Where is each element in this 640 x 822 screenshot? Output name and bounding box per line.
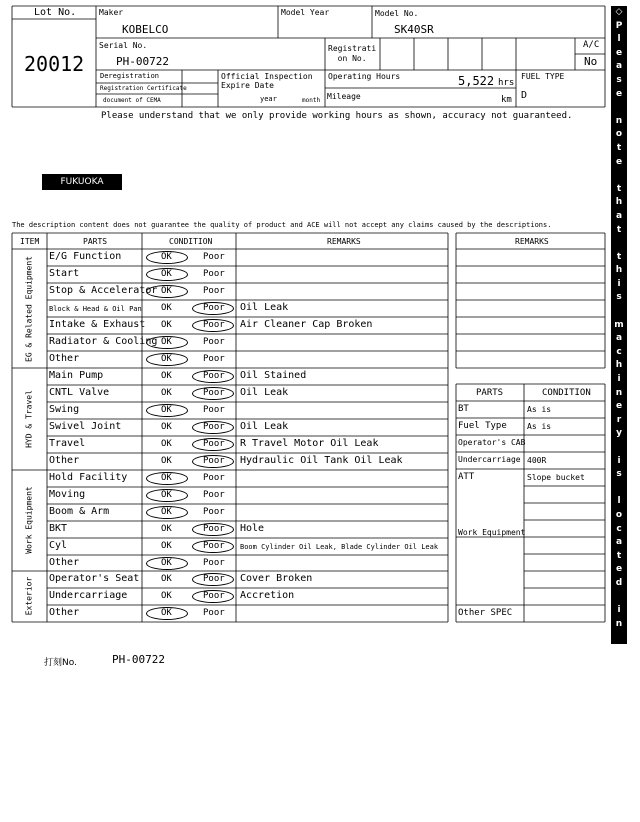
official-inspection-label: Official Inspection (221, 72, 313, 81)
poor-option: Poor (203, 456, 225, 466)
serial-no-label: Serial No. (99, 41, 148, 50)
ac-label: A/C (583, 40, 600, 50)
spec-part: Work Equipment (458, 528, 526, 537)
ok-option: OK (161, 422, 172, 432)
side-char: F (615, 645, 623, 656)
ok-option: OK (161, 405, 172, 415)
part-name: Other (49, 353, 80, 364)
poor-option: Poor (203, 405, 225, 415)
side-char: l (617, 34, 621, 45)
side-char (611, 305, 627, 319)
ok-option: OK (161, 524, 172, 534)
side-char: h (615, 360, 623, 371)
spec-part: Other SPEC (458, 608, 513, 618)
part-name: E/G Function (49, 251, 122, 262)
maker-label: Maker (99, 8, 124, 17)
ok-option: OK (161, 252, 172, 262)
condition-circle (146, 336, 188, 349)
remark: Boom Cylinder Oil Leak, Blade Cylinder Oil Leak (240, 543, 439, 551)
side-char: o (615, 129, 623, 140)
poor-option: Poor (203, 371, 225, 381)
condition-circle (192, 421, 234, 434)
side-char: e (615, 47, 623, 58)
condition-circle (192, 370, 234, 383)
spec-condition-header: CONDITION (542, 388, 591, 398)
side-char: h (615, 197, 623, 208)
side-char: s (616, 292, 622, 303)
remark: Accretion (240, 590, 295, 601)
side-char: t (616, 142, 622, 153)
condition-circle (192, 455, 234, 468)
condition-circle (146, 506, 188, 519)
condition-circle (146, 268, 188, 281)
side-char: c (616, 523, 622, 534)
remark: Oil Leak (240, 302, 289, 313)
condition-circle (146, 285, 188, 298)
side-char: e (615, 88, 623, 99)
item-header: ITEM (20, 237, 40, 246)
side-char: i (617, 374, 621, 385)
registration-certificate-label: Registration Certificate (100, 85, 187, 92)
deregistration-label: Deregistration (100, 72, 160, 80)
part-name: Radiator & Cooling (49, 336, 158, 347)
condition-circle (146, 472, 188, 485)
side-char: a (615, 61, 623, 72)
condition-circle (192, 590, 234, 603)
poor-option: Poor (203, 320, 225, 330)
side-notice (611, 6, 627, 820)
side-char: n (615, 115, 623, 126)
part-name: Main Pump (49, 370, 104, 381)
year-label: year (260, 95, 277, 103)
remark: Air Cleaner Cap Broken (240, 319, 373, 330)
part-name: Operator's Seat (49, 573, 140, 584)
condition-circle (192, 319, 234, 332)
poor-option: Poor (203, 473, 225, 483)
side-char: a (615, 727, 623, 738)
fuel-type-label: FUEL TYPE (521, 72, 565, 81)
poor-option: Poor (203, 337, 225, 347)
side-char: t (616, 251, 622, 262)
side-char: h (615, 265, 623, 276)
side-char (611, 441, 627, 455)
spec-part: ATT (458, 472, 475, 482)
side-char: n (615, 618, 623, 629)
side-char: c (616, 346, 622, 357)
poor-option: Poor (203, 439, 225, 449)
mileage-label: Mileage (327, 92, 361, 101)
expire-date-label: Expire Date (221, 81, 274, 90)
remark: Oil Leak (240, 421, 289, 432)
side-char: i (617, 278, 621, 289)
poor-option: Poor (203, 591, 225, 601)
group-label-exterior: Exterior (24, 576, 34, 616)
maker-value: KOBELCO (122, 23, 169, 36)
poor-option: Poor (203, 422, 225, 432)
operating-hours-value: 5,522 (458, 74, 495, 88)
spec-part: Fuel Type (458, 421, 507, 431)
km-unit: km (501, 95, 512, 105)
condition-circle (146, 251, 188, 264)
footer-value: PH-00722 (112, 653, 165, 666)
group-label-eg: EG & Related Equipment (24, 256, 34, 362)
ok-option: OK (161, 608, 172, 618)
hrs-unit: hrs (498, 78, 515, 88)
ok-option: OK (161, 303, 172, 313)
condition-circle (192, 302, 234, 315)
registration-no-label: Registrati on No. (328, 44, 377, 63)
month-label: month (302, 97, 321, 104)
part-name: Moving (49, 489, 86, 500)
ac-value: No (584, 55, 598, 68)
spec-condition: Slope bucket (527, 473, 585, 482)
remark: Oil Leak (240, 387, 289, 398)
side-char: k (616, 713, 622, 724)
spec-parts-header: PARTS (476, 388, 504, 398)
condition-header: CONDITION (169, 237, 213, 246)
model-year-label: Model Year (281, 8, 330, 17)
condition-circle (192, 387, 234, 400)
poor-option: Poor (203, 541, 225, 551)
part-name: Hold Facility (49, 472, 128, 483)
part-name: CNTL Valve (49, 387, 110, 398)
ok-option: OK (161, 371, 172, 381)
part-name: Other (49, 455, 80, 466)
ok-option: OK (161, 473, 172, 483)
side-char: m (614, 319, 624, 330)
side-char: ◇ (615, 809, 623, 820)
group-label-work: Work Equipment (24, 486, 34, 554)
condition-circle (146, 353, 188, 366)
part-name: Cyl (49, 540, 68, 551)
ok-option: OK (161, 320, 172, 330)
condition-circle (146, 489, 188, 502)
remarks-header: REMARKS (327, 237, 361, 246)
remark: Cover Broken (240, 573, 313, 584)
side-char: o (615, 509, 623, 520)
model-no-label: Model No. (375, 9, 419, 18)
side-char: r (616, 781, 622, 792)
ok-option: OK (161, 269, 172, 279)
side-char: a (615, 768, 623, 779)
spec-condition: As is (527, 422, 552, 431)
part-name: Other (49, 557, 80, 568)
right-remarks-header: REMARKS (515, 237, 549, 246)
location-banner: FUKUOKA (42, 174, 122, 190)
side-char: t (616, 224, 622, 235)
ok-option: OK (161, 354, 172, 364)
part-name: BKT (49, 523, 68, 534)
side-char: a (615, 210, 623, 221)
ok-option: OK (161, 439, 172, 449)
side-char: d (615, 577, 623, 588)
poor-option: Poor (203, 558, 225, 568)
ok-option: OK (161, 574, 172, 584)
side-char (611, 101, 627, 115)
part-name: Undercarriage (49, 590, 128, 601)
side-char: t (616, 183, 622, 194)
ok-option: OK (161, 490, 172, 500)
poor-option: Poor (203, 286, 225, 296)
hours-notice: Please understand that we only provide working hours as shown, accuracy not guaranteed. (101, 111, 573, 121)
group-label-hyd: HYD & Travel (24, 390, 34, 448)
side-char: a (615, 537, 623, 548)
spec-part: Operator's CAB (458, 438, 526, 447)
side-char: l (617, 496, 621, 507)
spec-condition: 400R (527, 456, 547, 465)
lot-no-label: Lot No. (34, 7, 77, 18)
cema-document-label: document of CEMA (103, 97, 161, 104)
operating-hours-label: Operating Hours (328, 72, 401, 81)
part-name: Swing (49, 404, 80, 415)
poor-option: Poor (203, 354, 225, 364)
part-name: Travel (49, 438, 86, 449)
serial-no-value: PH-00722 (116, 55, 169, 68)
side-char: e (615, 156, 623, 167)
part-name: Other (49, 607, 80, 618)
side-char (611, 169, 627, 183)
side-char: s (616, 74, 622, 85)
condition-circle (146, 607, 188, 620)
side-char: a (615, 333, 623, 344)
side-char: d (615, 795, 623, 806)
side-char: ◇ (615, 7, 623, 17)
ok-option: OK (161, 337, 172, 347)
spec-part: Undercarriage (458, 455, 521, 464)
side-char: u (615, 686, 623, 697)
remark: Oil Stained (240, 370, 307, 381)
side-char: e (615, 401, 623, 412)
condition-circle (192, 523, 234, 536)
poor-option: Poor (203, 252, 225, 262)
ok-option: OK (161, 591, 172, 601)
side-char: i (617, 455, 621, 466)
remark: Hydraulic Oil Tank Oil Leak (240, 455, 403, 466)
condition-circle (192, 540, 234, 553)
condition-circle (146, 557, 188, 570)
condition-circle (192, 438, 234, 451)
fuel-type-value: D (521, 90, 528, 101)
side-char: o (615, 700, 623, 711)
part-name: Swivel Joint (49, 421, 122, 432)
footer-label: 打刻No. (44, 658, 77, 668)
side-char: P (615, 20, 623, 31)
model-no-value: SK40SR (394, 23, 434, 36)
lot-no-value: 20012 (24, 52, 85, 76)
side-char (611, 591, 627, 605)
side-char (611, 237, 627, 251)
part-name: Stop & Accelerator (49, 285, 158, 296)
ok-option: OK (161, 541, 172, 551)
part-name: Boom & Arm (49, 506, 110, 517)
poor-option: Poor (203, 388, 225, 398)
part-name: Block & Head & Oil Pan (49, 305, 142, 313)
spec-part: BT (458, 404, 469, 414)
ok-option: OK (161, 286, 172, 296)
ok-option: OK (161, 507, 172, 517)
condition-circle (192, 573, 234, 586)
side-char (611, 482, 627, 496)
remark: R Travel Motor Oil Leak (240, 438, 379, 449)
poor-option: Poor (203, 507, 225, 517)
poor-option: Poor (203, 269, 225, 279)
side-char: s (616, 469, 622, 480)
side-char: n (615, 387, 623, 398)
ok-option: OK (161, 558, 172, 568)
part-name: Intake & Exhaust (49, 319, 146, 330)
poor-option: Poor (203, 608, 225, 618)
side-char: t (616, 550, 622, 561)
parts-header: PARTS (83, 237, 108, 246)
remark: Hole (240, 523, 265, 534)
side-char: e (615, 564, 623, 575)
side-char: r (616, 414, 622, 425)
side-char: u (615, 659, 623, 670)
poor-option: Poor (203, 303, 225, 313)
disclaimer: The description content does not guarantee the quality of product and ACE will not accept any claims caused by the descriptions. (12, 221, 552, 229)
side-char (611, 631, 627, 645)
ok-option: OK (161, 388, 172, 398)
spec-condition: As is (527, 405, 552, 414)
part-name: Start (49, 268, 80, 279)
side-char (611, 740, 627, 754)
side-char: i (617, 605, 621, 616)
side-char: Y (615, 754, 623, 765)
poor-option: Poor (203, 524, 225, 534)
poor-option: Poor (203, 574, 225, 584)
poor-option: Poor (203, 490, 225, 500)
ok-option: OK (161, 456, 172, 466)
side-char: y (616, 428, 622, 439)
side-char: k (616, 673, 622, 684)
condition-circle (146, 404, 188, 417)
